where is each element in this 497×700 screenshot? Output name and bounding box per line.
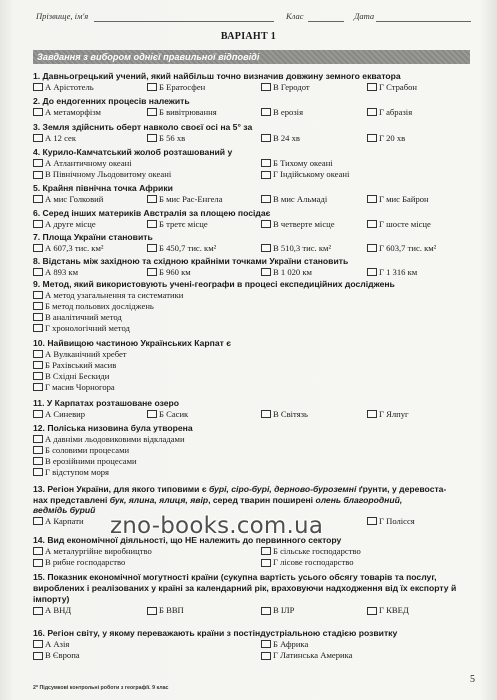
option-d[interactable]: Г хронологічний метод (33, 323, 473, 334)
checkbox[interactable] (33, 383, 43, 391)
question-6 (33, 208, 473, 230)
option-d[interactable]: Г Страбон (367, 82, 417, 93)
option-b[interactable]: Б 960 км (147, 267, 191, 278)
checkbox[interactable] (33, 268, 43, 276)
question-11 (33, 398, 473, 420)
checkbox[interactable] (367, 244, 377, 252)
checkbox[interactable] (367, 134, 377, 142)
checkbox[interactable] (261, 640, 271, 648)
option-c[interactable]: В Європа (33, 650, 80, 661)
question-text: 10. Найвищою частиною Українських Карпат є (33, 338, 231, 348)
footer-caption: 2* Підсумкові контрольні роботи з географії. 9 клас (33, 685, 169, 691)
checkbox[interactable] (147, 607, 157, 615)
option-a[interactable]: А давніми льодовиковими відкладами (33, 434, 473, 445)
checkbox[interactable] (33, 244, 43, 252)
option-c[interactable]: В ІЛР (261, 605, 294, 616)
checkbox[interactable] (33, 640, 43, 648)
checkbox[interactable] (261, 652, 271, 660)
option-a[interactable]: А друге місце (33, 219, 96, 230)
option-c[interactable]: В Геродот (261, 82, 310, 93)
checkbox[interactable] (261, 220, 271, 228)
checkbox[interactable] (33, 159, 43, 167)
option-d[interactable]: Г Полісся (367, 516, 415, 527)
option-b[interactable]: Б Тихому океані (261, 158, 333, 169)
option-c[interactable]: В ерозійними процесами (33, 456, 473, 467)
question-text: 11. У Карпатах розташоване озеро (33, 398, 180, 408)
question-4 (33, 147, 473, 181)
option-a[interactable]: А металургійне виробництво (33, 546, 152, 557)
checkbox[interactable] (33, 220, 43, 228)
question-text: 1. Давньогрецький учений, який найбільш точно визначив довжину земного екватора (33, 71, 401, 81)
option-d[interactable]: Г 603,7 тис. км² (367, 243, 436, 254)
question-text: 15. Показник економічної могутності країни (сукупна вартість усього обсягу товарів та послуг, вироблених і реалізованих у країні за календарний рік, враховуючи надходження від їх експорту й імпорту) (33, 572, 457, 604)
checkbox[interactable] (33, 652, 43, 660)
checkbox[interactable] (33, 361, 43, 369)
name-label: Прізвище, ім'я (36, 11, 89, 21)
checkbox[interactable] (367, 108, 377, 116)
checkbox[interactable] (261, 159, 271, 167)
checkbox[interactable] (33, 607, 43, 615)
checkbox[interactable] (261, 134, 271, 142)
question-text: 12. Поліська низовина була утворена (33, 423, 193, 433)
question-text: 13. Регіон України, для якого типовими є бурі, сіро-бурі, дерново-буроземні ґрунти, у деревоста- (33, 484, 447, 494)
question-12 (33, 423, 473, 478)
option-d[interactable]: Г 1 316 км (367, 267, 417, 278)
option-b[interactable]: Б Сасик (147, 409, 188, 420)
question-5 (33, 183, 473, 205)
question-text: 9. Метод, який використовують учені-географи в процесі експедиційних досліджень (33, 279, 395, 289)
question-3 (33, 122, 473, 144)
question-7 (33, 232, 473, 254)
question-text: 2. До ендогенних процесів належить (33, 96, 190, 106)
checkbox[interactable] (367, 83, 377, 91)
option-a[interactable]: А мис Голковий (33, 194, 103, 205)
option-a[interactable]: А Вулканічний хребет (33, 349, 473, 360)
checkbox[interactable] (33, 468, 43, 476)
question-text: 14. Вид економічної діяльності, що НЕ належить до первинного сектору (33, 535, 342, 545)
question-text: 16. Регіон світу, у якому переважають країни з постіндустріальною стадією розвитку (33, 628, 398, 638)
question-16 (33, 628, 473, 662)
checkbox[interactable] (367, 517, 377, 525)
option-c[interactable]: В 1 020 км (261, 267, 312, 278)
option-b[interactable]: Б Рахівський масив (33, 360, 473, 371)
option-a[interactable]: А Атлантичному океані (33, 158, 132, 169)
option-c[interactable]: В 510,3 тис. км² (261, 243, 331, 254)
checkbox[interactable] (261, 108, 271, 116)
checkbox[interactable] (261, 547, 271, 555)
question-text: 6. Серед інших материків Австралія за площею посідає (33, 208, 271, 218)
option-c[interactable]: В мис Альмаді (261, 194, 327, 205)
option-d[interactable]: Г мис Байрон (367, 194, 429, 205)
option-a[interactable]: А 607,3 тис. км² (33, 243, 104, 254)
checkbox[interactable] (33, 559, 43, 567)
question-13: 13. Регіон України, для якого типовими є бурі, сіро-бурі, дерново-буроземні ґрунти, у деревоста- нах представлені бук, ялина, ялиця, явір, серед тварин поширені олень благородний, ведмідь бурий А Карпати Г Полісся (33, 484, 473, 527)
option-b[interactable]: Б ВВП (147, 605, 184, 616)
option-c[interactable]: В 24 хв (261, 133, 300, 144)
checkbox[interactable] (147, 220, 157, 228)
checkbox[interactable] (33, 83, 43, 91)
checkbox[interactable] (261, 559, 271, 567)
checkbox[interactable] (261, 410, 271, 418)
option-a[interactable]: А Карпати (33, 516, 84, 527)
option-d[interactable]: Г масив Чорногора (33, 382, 473, 393)
option-b[interactable]: Б метод польових досліджень (33, 301, 473, 312)
option-a[interactable]: А Синевир (33, 409, 85, 420)
checkbox[interactable] (33, 517, 43, 525)
option-c[interactable]: В Східні Бескиди (33, 371, 473, 382)
checkbox[interactable] (33, 547, 43, 555)
checkbox[interactable] (367, 410, 377, 418)
option-c[interactable]: В Світязь (261, 409, 308, 420)
checkbox[interactable] (261, 607, 271, 615)
checkbox[interactable] (147, 244, 157, 252)
option-c[interactable]: В аналітичний метод (33, 312, 473, 323)
question-text: 3. Земля здійснить оберт навколо своєї осі на 5° за (33, 122, 253, 132)
checkbox[interactable] (33, 291, 43, 299)
option-b[interactable]: Б 450,7 тис. км² (147, 243, 216, 254)
option-d[interactable]: Г Ялпуг (367, 409, 409, 420)
option-b[interactable]: Б третє місце (147, 219, 208, 230)
checkbox[interactable] (147, 83, 157, 91)
checkbox[interactable] (33, 195, 43, 203)
option-b[interactable]: Б 56 хв (147, 133, 185, 144)
option-a[interactable]: А метаморфізм (33, 107, 101, 118)
option-d[interactable]: Г Латинська Америка (261, 650, 352, 661)
option-d[interactable]: Г КВЕД (367, 605, 409, 616)
option-a[interactable]: А Арістотель (33, 82, 94, 93)
option-d[interactable]: Г Індійському океані (261, 169, 349, 180)
option-d[interactable]: Г відступом моря (33, 467, 473, 478)
date-line (376, 21, 471, 22)
option-d[interactable]: Г абразія (367, 107, 412, 118)
class-label: Клас (286, 11, 304, 21)
checkbox[interactable] (33, 410, 43, 418)
option-a[interactable]: А ВНД (33, 605, 71, 616)
checkbox[interactable] (261, 83, 271, 91)
checkbox[interactable] (261, 171, 271, 179)
checkbox[interactable] (33, 435, 43, 443)
option-b[interactable]: Б вивітрювання (147, 107, 217, 118)
checkbox[interactable] (33, 350, 43, 358)
checkbox[interactable] (33, 324, 43, 332)
option-b[interactable]: Б соловими процесами (33, 445, 473, 456)
class-line (308, 21, 344, 22)
checkbox[interactable] (33, 171, 43, 179)
checkbox[interactable] (33, 457, 43, 465)
question-15 (33, 572, 473, 617)
option-a[interactable]: А метод узагальнення та систематики (33, 290, 473, 301)
name-line (94, 21, 274, 22)
checkbox[interactable] (147, 134, 157, 142)
checkbox[interactable] (147, 108, 157, 116)
question-text: 7. Площа України становить (33, 232, 153, 242)
question-1 (33, 71, 473, 93)
question-text: 5. Крайня північна точка Африки (33, 183, 173, 193)
option-c[interactable]: В ерозія (261, 107, 303, 118)
option-c[interactable]: В Північному Льодовитому океані (33, 169, 171, 180)
checkbox[interactable] (367, 195, 377, 203)
option-c[interactable]: В рибне господарство (33, 557, 125, 568)
option-a[interactable]: А 12 сек (33, 133, 76, 144)
question-14 (33, 535, 473, 569)
checkbox[interactable] (261, 195, 271, 203)
option-b[interactable]: Б сільське господарство (261, 546, 361, 557)
checkbox[interactable] (367, 220, 377, 228)
question-9 (33, 279, 473, 334)
question-10 (33, 338, 473, 393)
checkbox[interactable] (33, 446, 43, 454)
checkbox[interactable] (147, 268, 157, 276)
variant-title: ВАРІАНТ 1 (220, 31, 277, 42)
option-a[interactable]: А 893 км (33, 267, 78, 278)
question-2 (33, 96, 473, 118)
option-d[interactable]: Г 20 хв (367, 133, 405, 144)
option-b[interactable]: Б Африка (261, 639, 308, 650)
student-info-header (36, 11, 469, 23)
checkbox[interactable] (33, 134, 43, 142)
option-b[interactable]: Б мис Рас-Енгела (147, 194, 223, 205)
date-label: Дата (354, 11, 375, 21)
checkbox[interactable] (367, 268, 377, 276)
checkbox[interactable] (33, 313, 43, 321)
checkbox[interactable] (147, 410, 157, 418)
option-a[interactable]: А Азія (33, 639, 69, 650)
checkbox[interactable] (261, 244, 271, 252)
checkbox[interactable] (33, 108, 43, 116)
option-b[interactable]: Б Ератосфен (147, 82, 205, 93)
checkbox[interactable] (147, 195, 157, 203)
checkbox[interactable] (33, 372, 43, 380)
checkbox[interactable] (33, 302, 43, 310)
option-d[interactable]: Г лісове господарство (261, 557, 354, 568)
section-heading: Завдання з вибором однієї правильної відповіді (33, 50, 470, 64)
checkbox[interactable] (367, 607, 377, 615)
checkbox[interactable] (261, 268, 271, 276)
page-number: 5 (470, 674, 475, 685)
question-text: 8. Відстань між західною та східною крайніми точками України становить (33, 256, 349, 266)
question-text: 4. Курило-Камчатський жолоб розташований у (33, 147, 233, 157)
site-watermark: zno-books.com.ua (110, 513, 324, 539)
option-d[interactable]: Г шосте місце (367, 219, 431, 230)
option-c[interactable]: В четверте місце (261, 219, 335, 230)
question-8 (33, 256, 473, 278)
